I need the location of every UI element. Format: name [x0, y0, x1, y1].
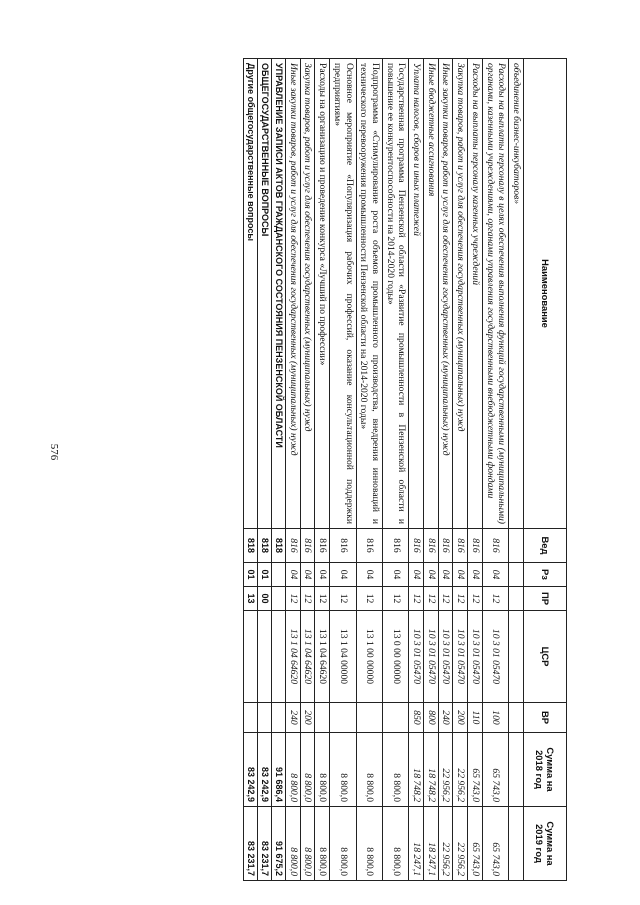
cell-vr: 240 [438, 703, 453, 733]
cell-rz: 04 [453, 563, 468, 587]
cell-vr [356, 703, 382, 733]
cell-name: Иные закупки товаров, работ и услуг для обеспечения государственных (муниципальных) нужд [286, 59, 301, 529]
table-row [272, 59, 286, 881]
cell-vr [272, 703, 286, 733]
cell-sum-2018: 8 800,0 [382, 733, 408, 807]
cell-pr: 12 [315, 587, 330, 611]
cell-name: Подпрограмма «Стимулирование роста объемов промышленного производства, внедрения инноваций и технического перевооружения промышленности Пензенской области на 2014-2020 годы» [356, 59, 382, 529]
page-number: 576 [48, 443, 60, 461]
cell-rz: 04 [382, 563, 408, 587]
cell-vr: 800 [424, 703, 439, 733]
cell-name: Другие общегосударственные вопросы [244, 59, 258, 529]
header-name: Наименование [524, 59, 567, 529]
cell-rz: 04 [424, 563, 439, 587]
cell-ved: 818 [272, 529, 286, 563]
cell-vr: 110 [468, 703, 483, 733]
cell-csr: 10 3 01 05470 [468, 611, 483, 703]
cell-ved: 816 [300, 529, 315, 563]
cell-sum-2018: 83 242,9 [258, 733, 272, 807]
cell-vr [244, 703, 258, 733]
cell-sum-2019: 18 247,1 [424, 807, 439, 881]
cell-sum-2019: 83 231,7 [244, 807, 258, 881]
cell-sum-2018: 8 800,0 [330, 733, 356, 807]
cell-vr: 240 [286, 703, 301, 733]
cell-rz: 04 [482, 563, 508, 587]
cell-csr [258, 611, 272, 703]
cell-sum-2019: 65 743,0 [468, 807, 483, 881]
table-row [453, 59, 468, 881]
cell-ved: 818 [258, 529, 272, 563]
cell-sum-2018: 65 743,0 [482, 733, 508, 807]
cell-name: Расходы на выплаты персоналу казенных учреждений [468, 59, 483, 529]
cell-rz [272, 563, 286, 587]
table-row [382, 59, 408, 881]
cell-pr: 12 [438, 587, 453, 611]
cell-ved: 816 [453, 529, 468, 563]
cell-csr: 13 0 00 00000 [382, 611, 408, 703]
table-row [258, 59, 272, 881]
cell-vr: 850 [409, 703, 424, 733]
cell-pr: 12 [468, 587, 483, 611]
table-row [424, 59, 439, 881]
table-row [438, 59, 453, 881]
table-row [356, 59, 382, 881]
header-vr: ВР [524, 703, 567, 733]
cell-vr [382, 703, 408, 733]
cell-vr: 200 [300, 703, 315, 733]
header-pr: ПР [524, 587, 567, 611]
cell-rz: 04 [315, 563, 330, 587]
cell-sum-2019: 91 675,2 [272, 807, 286, 881]
cell-sum-2019: 18 247,1 [409, 807, 424, 881]
cell-name: Закупка товаров, работ и услуг для обеспечения государственных (муниципальных) нужд [453, 59, 468, 529]
cell-pr [509, 587, 524, 611]
cell-rz: 04 [356, 563, 382, 587]
cell-ved: 816 [482, 529, 508, 563]
table-row [509, 59, 524, 881]
cell-csr [244, 611, 258, 703]
cell-vr [315, 703, 330, 733]
cell-sum-2018 [509, 733, 524, 807]
cell-pr: 12 [382, 587, 408, 611]
table-row [330, 59, 356, 881]
cell-sum-2018: 8 800,0 [356, 733, 382, 807]
cell-sum-2018: 8 800,0 [315, 733, 330, 807]
cell-csr: 13 1 04 64620 [300, 611, 315, 703]
cell-pr: 12 [286, 587, 301, 611]
cell-sum-2019: 8 800,0 [382, 807, 408, 881]
cell-sum-2018: 22 956,2 [438, 733, 453, 807]
cell-name: Расходы на выплаты персоналу в целях обеспечения выполнения функций государственными (муниципальными) органами, казенными учреждениями, органами управления государственными внебюджетными фондами [482, 59, 508, 529]
cell-ved: 816 [424, 529, 439, 563]
cell-pr: 12 [300, 587, 315, 611]
cell-sum-2018: 65 743,0 [468, 733, 483, 807]
cell-name: Закупка товаров, работ и услуг для обеспечения государственных (муниципальных) нужд [300, 59, 315, 529]
cell-name: Иные закупки товаров, работ и услуг для обеспечения государственных (муниципальных) нужд [438, 59, 453, 529]
table-row [409, 59, 424, 881]
cell-pr: 12 [424, 587, 439, 611]
cell-rz: 04 [468, 563, 483, 587]
cell-name: Расходы на организацию и проведение конкурса «Лучший по профессии» [315, 59, 330, 529]
cell-pr: 12 [356, 587, 382, 611]
cell-ved: 818 [244, 529, 258, 563]
cell-rz: 04 [300, 563, 315, 587]
cell-pr: 12 [453, 587, 468, 611]
cell-name: Основное мероприятие «Популяризация рабочих профессий, оказание консультационной поддержки предприятиям» [330, 59, 356, 529]
cell-name: Государственная программа Пензенской области «Развитие промышленности в Пензенской области и повышение ее конкурентоспособности на 2014-2020 годы» [382, 59, 408, 529]
cell-rz: 01 [244, 563, 258, 587]
cell-pr: 00 [258, 587, 272, 611]
header-ved: Вед [524, 529, 567, 563]
cell-sum-2018: 22 956,2 [453, 733, 468, 807]
cell-name: УПРАВЛЕНИЕ ЗАПИСИ АКТОВ ГРАЖДАНСКОГО СОСТОЯНИЯ ПЕНЗЕНСКОЙ ОБЛАСТИ [272, 59, 286, 529]
cell-vr: 100 [482, 703, 508, 733]
table-row [482, 59, 508, 881]
cell-ved: 816 [468, 529, 483, 563]
cell-pr: 12 [409, 587, 424, 611]
cell-sum-2018: 18 748,2 [409, 733, 424, 807]
table-header-row [524, 59, 567, 881]
table-row [286, 59, 301, 881]
cell-pr: 13 [244, 587, 258, 611]
cell-sum-2018: 83 242,9 [244, 733, 258, 807]
cell-ved: 816 [286, 529, 301, 563]
cell-sum-2019: 8 800,0 [300, 807, 315, 881]
cell-rz: 04 [438, 563, 453, 587]
cell-name: ОБЩЕГОСУДАРСТВЕННЫЕ ВОПРОСЫ [258, 59, 272, 529]
cell-name: объединение бизнес-инкубаторов» [509, 59, 524, 529]
cell-csr: 13 1 00 00000 [356, 611, 382, 703]
cell-rz: 04 [286, 563, 301, 587]
cell-csr [272, 611, 286, 703]
cell-csr: 13 1 04 64620 [315, 611, 330, 703]
cell-rz: 04 [409, 563, 424, 587]
cell-ved: 816 [315, 529, 330, 563]
cell-vr: 200 [453, 703, 468, 733]
cell-sum-2019: 8 800,0 [286, 807, 301, 881]
cell-csr: 10 3 01 05470 [453, 611, 468, 703]
cell-pr: 12 [482, 587, 508, 611]
cell-csr: 10 3 01 05470 [409, 611, 424, 703]
budget-table [243, 58, 567, 881]
cell-sum-2019: 8 800,0 [356, 807, 382, 881]
cell-vr [258, 703, 272, 733]
cell-pr: 12 [330, 587, 356, 611]
cell-sum-2019: 83 231,7 [258, 807, 272, 881]
cell-ved: 816 [356, 529, 382, 563]
cell-sum-2019 [509, 807, 524, 881]
cell-csr [509, 611, 524, 703]
cell-rz: 01 [258, 563, 272, 587]
header-csr: ЦСР [524, 611, 567, 703]
cell-ved [509, 529, 524, 563]
header-rz: Рз [524, 563, 567, 587]
table-row [468, 59, 483, 881]
cell-sum-2019: 22 956,2 [453, 807, 468, 881]
cell-sum-2018: 91 686,4 [272, 733, 286, 807]
cell-sum-2018: 8 800,0 [300, 733, 315, 807]
cell-csr: 10 3 01 05470 [438, 611, 453, 703]
table-body [244, 59, 524, 881]
table-row [244, 59, 258, 881]
cell-sum-2019: 8 800,0 [315, 807, 330, 881]
cell-name: Иные бюджетные ассигнования [424, 59, 439, 529]
cell-ved: 816 [409, 529, 424, 563]
cell-vr [509, 703, 524, 733]
header-sum-2018: Сумма на 2018 год [524, 733, 567, 807]
cell-csr: 13 1 04 00000 [330, 611, 356, 703]
cell-sum-2018: 8 800,0 [286, 733, 301, 807]
cell-pr [272, 587, 286, 611]
cell-ved: 816 [330, 529, 356, 563]
rotated-table-page [81, 58, 567, 880]
cell-sum-2019: 8 800,0 [330, 807, 356, 881]
cell-sum-2018: 18 748,2 [424, 733, 439, 807]
table-row [315, 59, 330, 881]
cell-csr: 10 3 01 05470 [482, 611, 508, 703]
cell-name: Уплата налогов, сборов и иных платежей [409, 59, 424, 529]
cell-rz: 04 [330, 563, 356, 587]
cell-sum-2019: 22 956,2 [438, 807, 453, 881]
header-sum-2019: Сумма на 2019 год [524, 807, 567, 881]
cell-ved: 816 [438, 529, 453, 563]
cell-ved: 816 [382, 529, 408, 563]
cell-rz [509, 563, 524, 587]
cell-vr [330, 703, 356, 733]
cell-csr: 13 1 04 64620 [286, 611, 301, 703]
cell-sum-2019: 65 743,0 [482, 807, 508, 881]
cell-csr: 10 3 01 05470 [424, 611, 439, 703]
table-row [300, 59, 315, 881]
